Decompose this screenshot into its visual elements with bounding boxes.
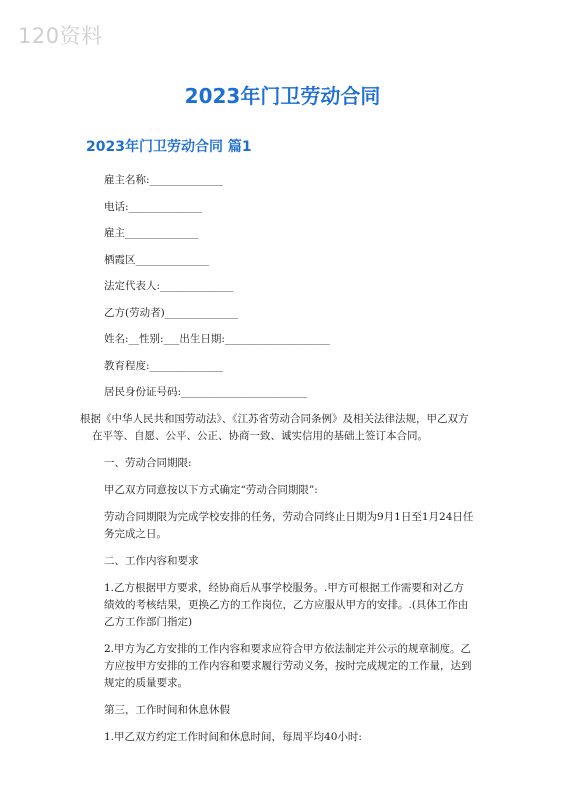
field-id-number: 居民身份证号码:________________________ <box>104 386 308 398</box>
field-legal-representative: 法定代表人:______________ <box>104 280 234 292</box>
section-heading: 2023年门卫劳动合同 篇1 <box>86 139 252 155</box>
field-party-b: 乙方(劳动者)______________ <box>104 306 239 319</box>
heading-work-hours: 第三，工作时间和休息休假 <box>104 703 230 716</box>
paragraph-term-method: 甲乙双方同意按以下方式确定“劳动合同期限”: <box>104 483 318 496</box>
paragraph-term-duration: 劳动合同期限为完成学校安排的任务，劳动合同终止日期为9月1日至1月24日任务完成之日。 <box>104 510 474 540</box>
field-education: 教育程度:______________ <box>104 359 224 372</box>
field-name-gender-birth: 姓名:__性别:___出生日期:____________________ <box>104 333 330 345</box>
field-district: 栖霞区______________ <box>104 253 209 266</box>
field-phone: 电话:______________ <box>104 200 203 213</box>
document-body <box>80 172 474 756</box>
watermark-logo: 120资料 <box>18 24 103 48</box>
document-title: 2023年门卫劳动合同 <box>184 84 381 108</box>
paragraph-work-2: 2.甲方为乙方安排的工作内容和要求应符合甲方依法制定并公示的规章制度。乙方应按甲方安排的工作内容和要求履行劳动义务，按时完成规定的工作量，达到规定的质量要求。 <box>104 642 472 689</box>
paragraph-hours-1: 1.甲乙双方约定工作时间和休息时间，每周平均40小时: <box>104 730 362 743</box>
field-employer-name: 雇主名称:______________ <box>104 174 224 186</box>
heading-contract-term: 一、劳动合同期限: <box>104 456 192 469</box>
paragraph-preamble: 根据《中华人民共和国劳动法》、《江苏省劳动合同条例》及相关法律法规，甲乙双方在平等、自愿、公平、公正、协商一致、诚实信用的基础上签订本合同。 <box>80 412 469 442</box>
heading-work-content: 二、工作内容和要求 <box>104 554 199 567</box>
paragraph-work-1: 1.乙方根据甲方要求，经协商后从事学校服务。.甲方可根据工作需要和对乙方绩效的考核结果，更换乙方的工作岗位，乙方应服从甲方的安排。.(具体工作由乙方工作部门指定) <box>104 581 469 628</box>
field-employer: 雇主______________ <box>104 227 199 239</box>
